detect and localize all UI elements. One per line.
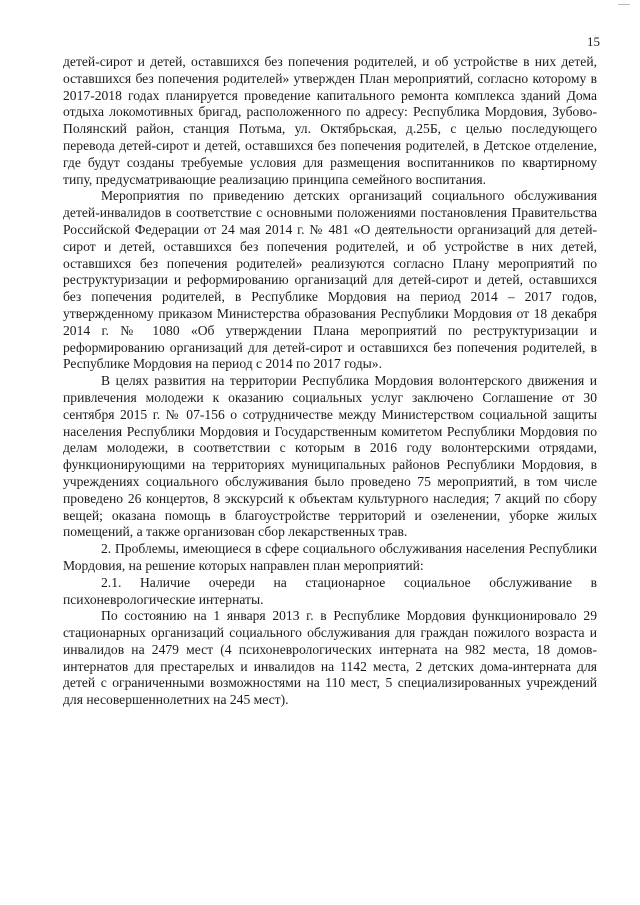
paragraph-4: 2. Проблемы, имеющиеся в сфере социального обслуживания населения Республики Мордовия, на решение которых направлен план мероприятий: [63,541,597,573]
document-body [63,54,597,709]
paragraph-2: Мероприятия по приведению детских организаций социального обслуживания детей-инвалидов в соответствие с основными положениями постановления Правительства Российской Федерации от 24 мая 2014 г. № 481 «О деятельности организаций для детей-сирот и детей, оставшихся без попечения родителей, и об устройстве в них детей, оставшихся без попечения родителей» реализуются согласно Плану мероприятий по реструктуризации и реформированию организаций для детей-сирот и детей, оставшихся без попечения родителей, в Республике Мордовия на период 2014 – 2017 годов, утвержденному приказом Министерства образования Республики Мордовия от 18 декабря 2014 г. № 1080 «Об утверждении Плана мероприятий по реструктуризации и реформированию организаций для детей-сирот и оставшихся без попечения родителей, в Республике Мордовия на период с 2014 по 2017 годы». [63,188,597,372]
paragraph-1: детей-сирот и детей, оставшихся без попечения родителей, и об устройстве в них детей, оставшихся без попечения родителей» утвержден План мероприятий, согласно которому в 2017-2018 годах планируется проведение капитального ремонта комплекса зданий Дома отдыха локомотивных бригад, расположенного по адресу: Республика Мордовия, Зубово-Полянский район, станция Потьма, ул. Октябрьская, д.25Б, с целью последующего перевода детей-сирот и детей, оставшихся без попечения родителей, в Детское отделение, где будут созданы требуемые условия для размещения воспитанников по квартирному типу, предусматривающие реализацию принципа семейного воспитания. [63,54,597,187]
paragraph-6: По состоянию на 1 января 2013 г. в Республике Мордовия функционировало 29 стационарных организаций социального обслуживания для граждан пожилого возраста и инвалидов на 2479 мест (4 психоневрологических интерната на 982 места, 18 домов-интернатов для престарелых и инвалидов на 1142 места, 2 детских дома-интерната для детей с ограниченными возможностями на 110 мест, 5 специализированных учреждений для несовершеннолетних на 245 мест). [63,608,597,708]
paragraph-5: 2.1. Наличие очереди на стационарное социальное обслуживание в психоневрологические интернаты. [63,574,597,607]
page-number: 15 [587,34,600,49]
paragraph-3: В целях развития на территории Республика Мордовия волонтерского движения и привлечения молодежи к оказанию социальных услуг заключено Соглашение от 30 сентября 2015 г. № 07-156 о сотрудничестве между Министерством социальной защиты населения Республики Мордовия и Государственным комитетом Республики Мордовия по делам молодежи, в соответствии с которым в 2016 году волонтерскими отрядами, функционирующими на территориях муниципальных районов Республики Мордовия, в учреждениях социального обслуживания было проведено 75 мероприятий, в том числе проведено 26 концертов, 8 экскурсий к объектам культурного наследия; 7 акций по сбору вещей; оказана помощь в благоустройстве территорий и озеленении, уборке жилых помещений, а также организован сбор лекарственных трав. [63,373,597,540]
scan-mark [618,4,630,5]
